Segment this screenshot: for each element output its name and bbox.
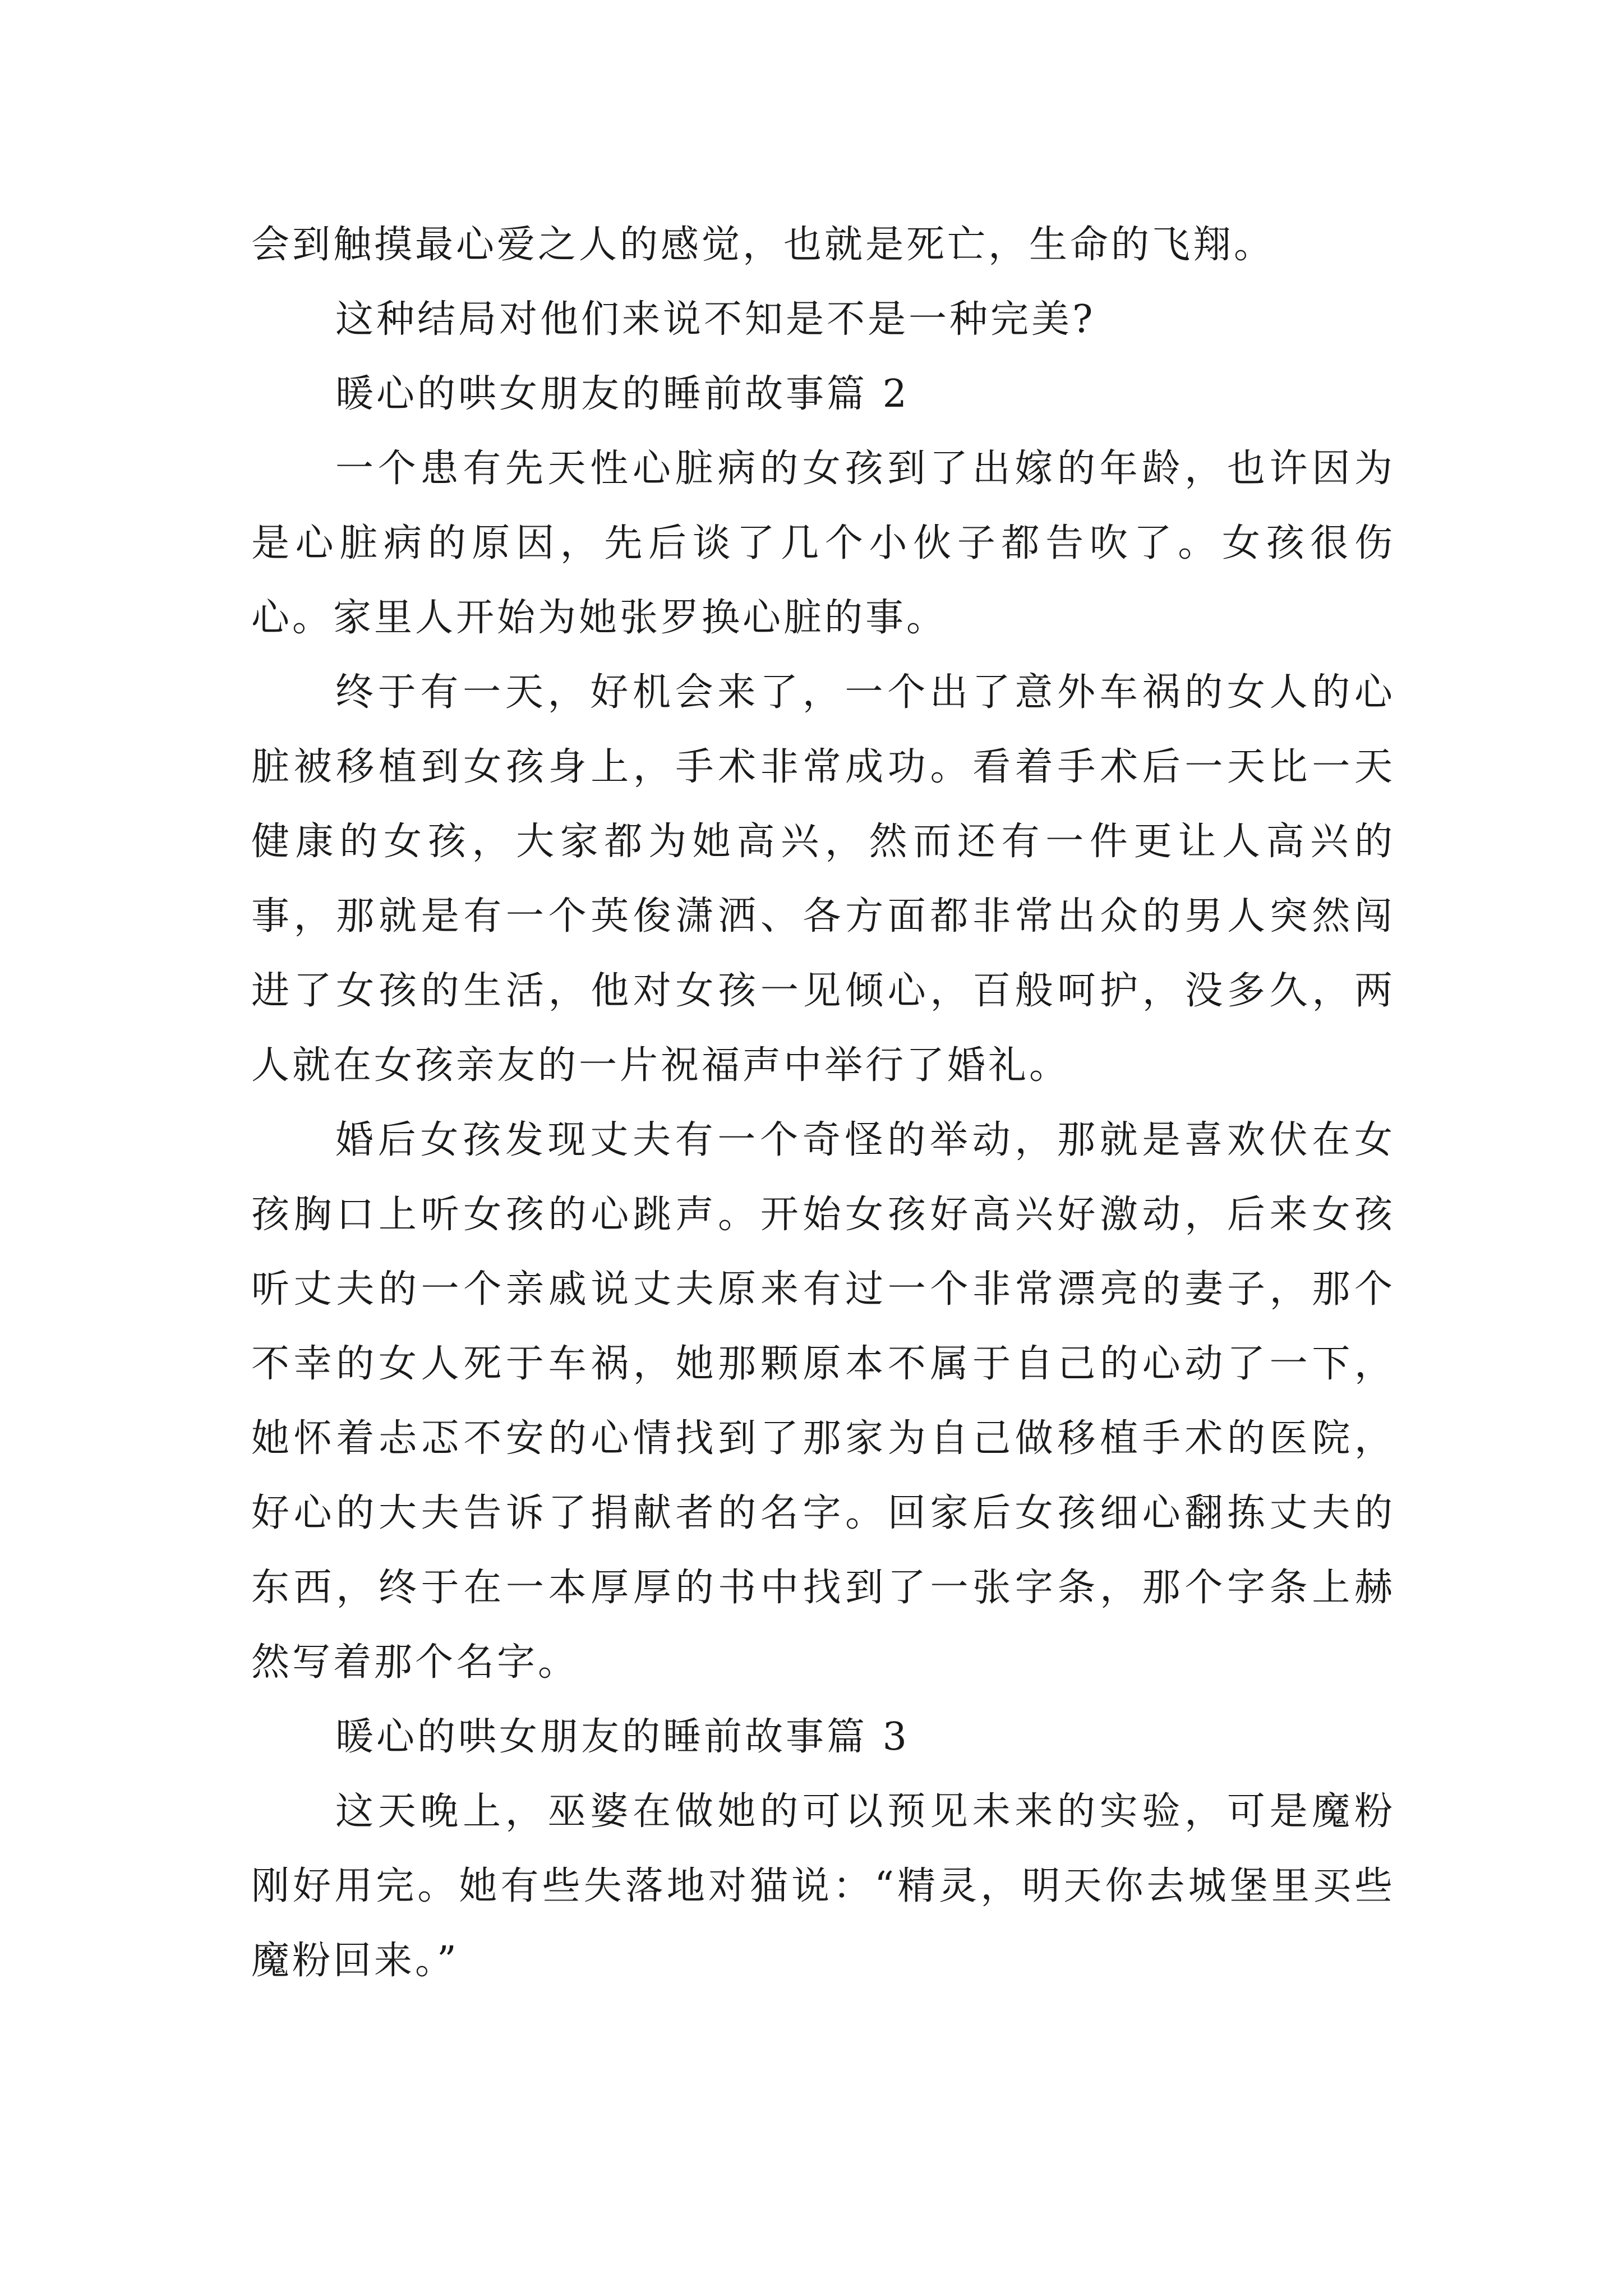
paragraph: 一个患有先天性心脏病的女孩到了出嫁的年龄，也许因为是心脏病的原因，先后谈了几个小伙子都告吹了。女孩很伤心。家里人开始为她张罗换心脏的事。: [251, 447, 1395, 640]
paragraph-continued: 会到触摸最心爱之人的感觉，也就是死亡，生命的飞翔。: [251, 223, 1275, 267]
paragraph: 终于有一天，好机会来了，一个出了意外车祸的女人的心脏被移植到女孩身上，手术非常成功。看着手术后一天比一天健康的女孩，大家都为她高兴，然而还有一件更让人高兴的事，那就是有一个英俊潇洒、各方面都非常出众的男人突然闯进了女孩的生活，他对女孩一见倾心，百般呵护，没多久，两人就在女孩亲友的一片祝福声中举行了婚礼。: [251, 670, 1395, 1088]
paragraph: 婚后女孩发现丈夫有一个奇怪的举动，那就是喜欢伏在女孩胸口上听女孩的心跳声。开始女孩好高兴好激动，后来女孩听丈夫的一个亲戚说丈夫原来有过一个非常漂亮的妻子，那个不幸的女人死于车祸，她那颗原本不属于自己的心动了一下，她怀着忐忑不安的心情找到了那家为自己做移植手术的医院，好心的大夫告诉了捐献者的名字。回家后女孩细心翻拣丈夫的东西，终于在一本厚厚的书中找到了一张字条，那个字条上赫然写着那个名字。: [251, 1118, 1395, 1685]
document-body: [251, 208, 1395, 1998]
paragraph: 这天晚上，巫婆在做她的可以预见未来的实验，可是魔粉刚好用完。她有些失落地对猫说：“精灵，明天你去城堡里买些魔粉回来。”: [251, 1789, 1396, 1983]
section-heading: 暖心的哄女朋友的睡前故事篇 3: [335, 1715, 910, 1759]
section-heading: 暖心的哄女朋友的睡前故事篇 2: [335, 372, 910, 416]
paragraph: 这种结局对他们来说不知是不是一种完美?: [335, 297, 1096, 342]
